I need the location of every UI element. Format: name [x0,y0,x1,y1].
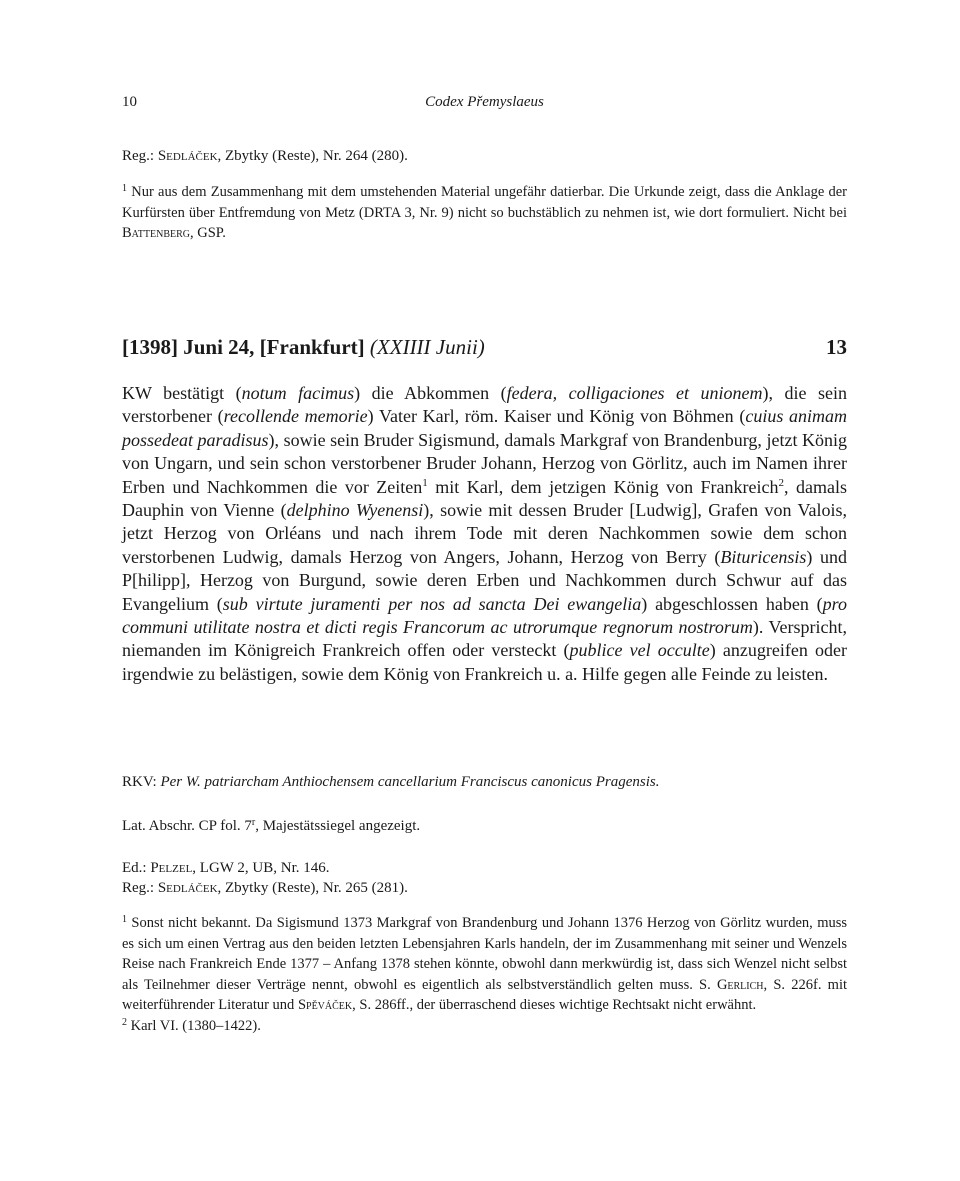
page-number: 10 [122,94,137,110]
footnote-2 [122,1016,847,1037]
footnote-mark: 2 [122,1016,127,1028]
edition-line [122,858,847,878]
footnote-author: Gerlich [716,976,764,993]
reg-text: , Zbytky (Reste), Nr. 265 (281). [217,880,408,896]
entry-heading [122,335,847,365]
entry-title [122,335,485,360]
regest-text: ) abgeschlossen haben ( [641,593,823,614]
footnote-author: Battenberg [122,225,191,241]
regest-quote: cuius animam possedeat paradisus [122,406,848,450]
regest-text: , damals Dauphin von Vienne ( [122,476,847,521]
footnote-text: , S. 286ff., der überraschend dieses wichtige Rechtsakt nicht erwähnt. [352,997,757,1013]
regest-text: ) anzugreifen oder irgendwie zu belästigen, sowie dem König von Frankreich u. a. Hilfe gegen alle Feinde zu leisten. [122,640,847,684]
regest-text: KW bestätigt ( [122,383,242,403]
regest-quote: Bituricensis [720,546,807,567]
copy-tail: , Majestätssiegel angezeigt. [255,818,421,834]
regest-quote: delphino Wyenensi [286,500,424,521]
footnote-ref: 1 [422,476,428,489]
edition-notes [122,858,847,898]
ed-author: Pelzel [150,860,193,876]
previous-entry-footnote [122,182,847,244]
rkv-label: RKV: [122,774,161,790]
running-title: Codex Přemyslaeus [425,94,544,110]
footnote-text: Sonst nicht bekannt. Da Sigismund 1373 Markgraf von Brandenburg und Johann 1376 Herzog von Görlitz wurden, muss es sich um einen Vertrag aus den beiden letzten Lebensjahren Karls handeln, der im Zusammenhang mit seiner und Wenzels Reise nach Frankreich Ende 1377 – Anfang 1378 stehen könnte, obwohl dann merkwürdig ist, dass sich Wenzel nicht selbst als Teilnehmer dieser Verträge nennt, obwohl es eigentlich als selbstverständlich gelten muss. S. [122,915,848,993]
folio-recto-mark: r [251,817,256,828]
regest-text: ). Verspricht, niemanden im Königreich Frankreich offen oder versteckt ( [122,617,847,661]
regest-quote: notum facimus [241,383,355,403]
reg-label: Reg.: [122,148,155,164]
footnote-text: Karl VI. (1380–1422). [130,1017,261,1034]
footnote-ref: 2 [778,476,785,489]
regest-quote: sub virtute juramenti per nos ad sancta Dei ewangelia [222,593,642,614]
regest-text: ), sowie mit dessen Bruder [Ludwig], Grafen von Valois, jetzt Herzog von Orléans und nach ihrem Tode mit deren Nachkommen sowie dem schon verstorbenen Ludwig, damals Herzog von Angers, Johann, Herzog von Berry ( [122,500,848,567]
entry-number: 13 [826,335,847,359]
regest-text: mit Karl, dem jetzigen König von Frankreich [427,476,779,497]
entry-date-place: [1398] Juni 24, [Frankfurt] [122,335,370,359]
reg-label: Reg.: [122,880,158,896]
footnote-text: Nur aus dem Zusammenhang mit dem umstehenden Material ungefähr datierbar. Die Urkunde zeigt, dass die Anklage der Kurfürsten über Entfremdung von Metz (DRTA 3, Nr. 9) nicht so buchstäblich zu nehmen ist, wie dort formuliert. Nicht bei [122,184,848,221]
regest-text: ), die sein verstorbener ( [122,383,847,427]
regest-text: ) und P[hilipp], Herzog von Burgund, sowie deren Erben und Nachkommen durch Schwur auf das Evangelium ( [122,546,847,614]
footnote-mark: 1 [122,914,127,925]
footnotes [122,913,847,1036]
footnote-1 [122,913,847,1016]
regest-text: ) die Abkommen ( [354,383,507,403]
footnote-author: Spěváček [297,997,353,1013]
footnote-text: , S. 226f. mit weiterführender Literatur und [122,976,847,1013]
copy-text: Lat. Abschr. CP fol. 7 [122,818,252,834]
regest-quote: federa, colligaciones et unionem [506,383,763,403]
ed-text: , LGW 2, UB, Nr. 146. [192,860,330,876]
footnote-tail: , GSP. [190,225,226,241]
ed-label: Ed.: [122,860,151,876]
regest-quote: recollende memorie [223,406,368,427]
reg-author: Sedláček [157,148,218,164]
regest-quote: publice vel occulte [569,640,710,661]
reg-author: Sedláček [157,880,218,896]
regest-paragraph [122,382,847,686]
entry-latin-date: (XXIIII Junii) [369,335,485,359]
reg-text: , Zbytky (Reste), Nr. 264 (280). [217,148,408,164]
regest-line [122,878,847,898]
footnote-mark: 1 [122,183,127,194]
rkv-text: Per W. patriarcham Anthiochensem cancellarium Franciscus canonicus Pragensis. [160,774,660,790]
previous-entry-reg [122,146,847,166]
copy-note [122,816,847,836]
rkv-note [122,772,847,792]
regest-quote: pro communi utilitate nostra et dicti regis Francorum ac utrorumque regnorum nostrorum [122,593,847,638]
page-header [122,94,847,116]
regest-text: ), sowie sein Bruder Sigismund, damals Markgraf von Brandenburg, jetzt König von Ungarn, und sein schon verstorbener Bruder Johann, Herzog von Görlitz, auch im Namen ihrer Erben und Nachkommen die vor Zeiten [122,429,847,497]
regest-text: ) Vater Karl, röm. Kaiser und König von Böhmen ( [367,406,746,427]
